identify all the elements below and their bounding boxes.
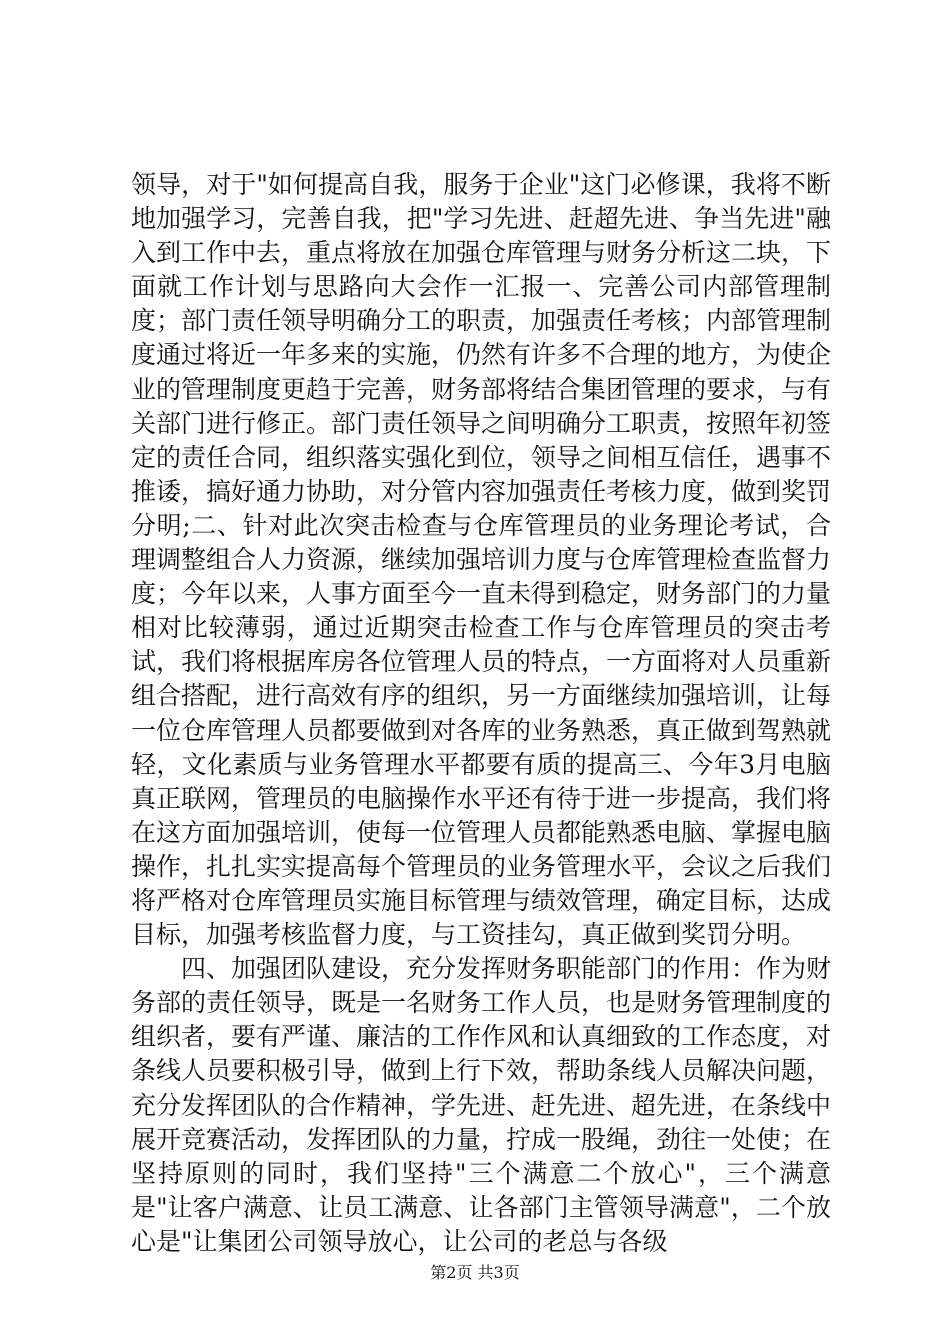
- paragraph-2: 四、加强团队建设，充分发挥财务职能部门的作用：作为财务部的责任领导，既是一名财务工作人员，也是财务管理制度的组织者，要有严谨、廉洁的工作作风和认真细致的工作态度，对条线人员要积极引导，做到上行下效，帮助条线人员解决问题，充分发挥团队的合作精神，学先进、赶先进、超先进，在条线中展开竞赛活动，发挥团队的力量，拧成一股绳，劲往一处使；在坚持原则的同时，我们坚持"三个满意二个放心"，三个满意是"让客户满意、让员工满意、让各部门主管领导满意"，二个放心是"让集团公司领导放心，让公司的老总与各级: [131, 954, 832, 1256]
- page-footer: 第2页 共3页: [430, 1263, 520, 1282]
- document-body: [131, 168, 831, 1259]
- paragraph-1: 领导，对于"如何提高自我，服务于企业"这门必修课，我将不断地加强学习，完善自我，把"学习先进、赶超先进、争当先进"融入到工作中去，重点将放在加强仓库管理与财务分析这二块，下面就工作计划与思路向大会作一汇报一、完善公司内部管理制度；部门责任领导明确分工的职责，加强责任考核；内部管理制度通过将近一年多来的实施，仍然有许多不合理的地方，为使企业的管理制度更趋于完善，财务部将结合集团管理的要求，与有关部门进行修正。部门责任领导之间明确分工职责，按照年初签定的责任合同，组织落实强化到位，领导之间相互信任，遇事不推诿，搞好通力协助，对分管内容加强责任考核力度，做到奖罚分明;二、针对此次突击检查与仓库管理员的业务理论考试，合理调整组合人力资源，继续加强培训力度与仓库管理检查监督力度；今年以来，人事方面至今一直未得到稳定，财务部门的力量相对比较薄弱，通过近期突击检查工作与仓库管理员的突击考试，我们将根据库房各位管理人员的特点，一方面将对人员重新组合搭配，进行高效有序的组织，另一方面继续加强培训，让每一位仓库管理人员都要做到对各库的业务熟悉，真正做到驾熟就轻，文化素质与业务管理水平都要有质的提高三、今年3月电脑真正联网，管理员的电脑操作水平还有待于进一步提高，我们将在这方面加强培训，使每一位管理人员都能熟悉电脑、掌握电脑操作，扎扎实实提高每个管理员的业务管理水平，会议之后我们将严格对仓库管理员实施目标管理与绩效管理，确定目标，达成目标，加强考核监督力度，与工资挂勾，真正做到奖罚分明。: [131, 170, 832, 950]
